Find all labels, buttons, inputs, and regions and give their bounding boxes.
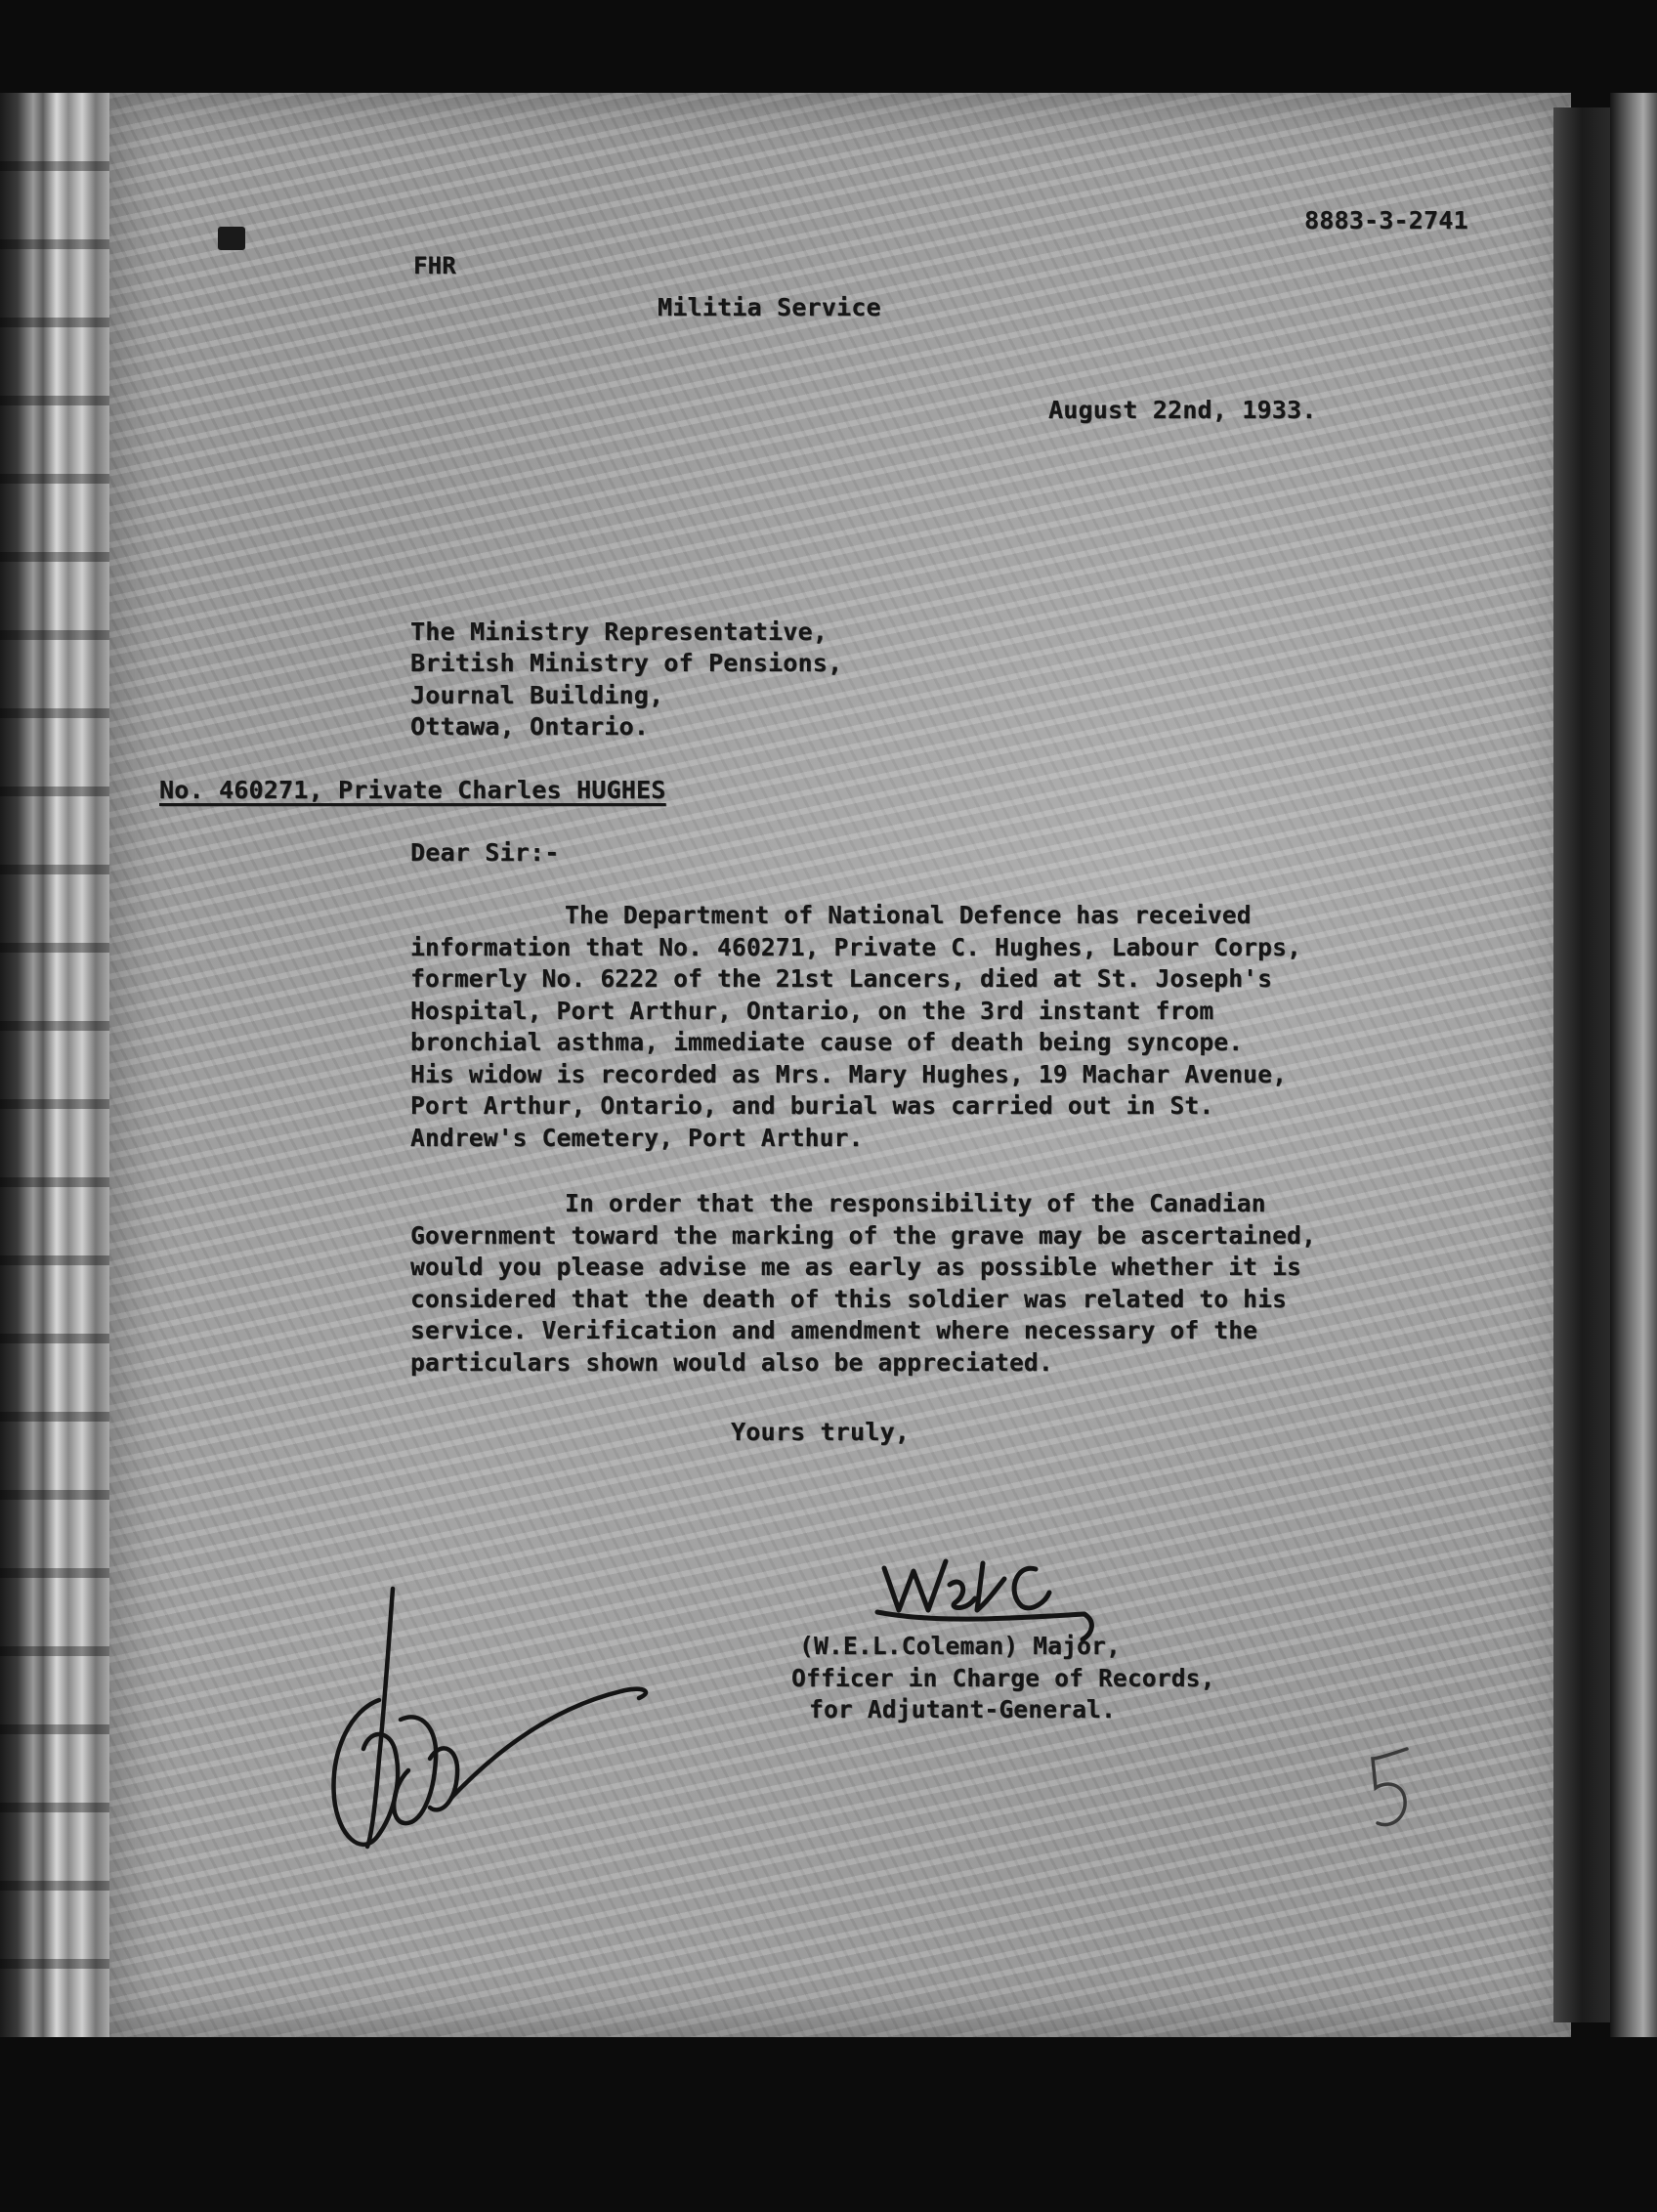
typist-initials: FHR bbox=[413, 252, 456, 279]
body-line: Government toward the marking of the grave may be ascertained, bbox=[410, 1221, 1316, 1250]
body-line: Hospital, Port Arthur, Ontario, on the 3rd instant from bbox=[410, 997, 1214, 1025]
addressee-line: Journal Building, bbox=[410, 681, 664, 709]
addressee-line: The Ministry Representative, bbox=[410, 617, 828, 646]
body-line: considered that the death of this soldier was related to his bbox=[410, 1285, 1288, 1313]
body-line: The Department of National Defence has received bbox=[565, 901, 1252, 929]
body-line: Andrew's Cemetery, Port Arthur. bbox=[410, 1124, 864, 1152]
addressee-line: Ottawa, Ontario. bbox=[410, 712, 650, 741]
body-line: Port Arthur, Ontario, and burial was carried out in St. bbox=[410, 1091, 1214, 1120]
body-line: In order that the responsibility of the Canadian bbox=[565, 1189, 1266, 1217]
letter-date: August 22nd, 1933. bbox=[1048, 396, 1317, 424]
salutation: Dear Sir:- bbox=[410, 838, 560, 867]
body-line: information that No. 460271, Private C. Hughes, Labour Corps, bbox=[410, 933, 1301, 961]
closing: Yours truly, bbox=[731, 1418, 911, 1446]
service-heading: Militia Service bbox=[658, 293, 881, 321]
body-line: particulars shown would also be appreciated. bbox=[410, 1348, 1053, 1377]
signatory-title: Officer in Charge of Records, bbox=[791, 1664, 1215, 1692]
body-line: would you please advise me as early as possible whether it is bbox=[410, 1253, 1301, 1281]
microfilm-left-edge bbox=[0, 93, 109, 2037]
ink-blotch bbox=[218, 227, 245, 250]
body-line: bronchial asthma, immediate cause of death being syncope. bbox=[410, 1028, 1244, 1056]
signatory-name: (W.E.L.Coleman) Major, bbox=[799, 1632, 1121, 1660]
body-line: His widow is recorded as Mrs. Mary Hughes, 19 Machar Avenue, bbox=[410, 1060, 1288, 1088]
subject-line: No. 460271, Private Charles HUGHES bbox=[159, 776, 666, 804]
body-line: service. Verification and amendment where necessary of the bbox=[410, 1316, 1258, 1344]
microfilm-right-edge bbox=[1610, 93, 1657, 2037]
page-shadow-edge bbox=[1553, 107, 1610, 2022]
signatory-title: for Adjutant-General. bbox=[809, 1695, 1116, 1723]
addressee-line: British Ministry of Pensions, bbox=[410, 649, 843, 677]
body-line: formerly No. 6222 of the 21st Lancers, died at St. Joseph's bbox=[410, 964, 1273, 993]
file-reference: 8883-3-2741 bbox=[1304, 206, 1468, 234]
